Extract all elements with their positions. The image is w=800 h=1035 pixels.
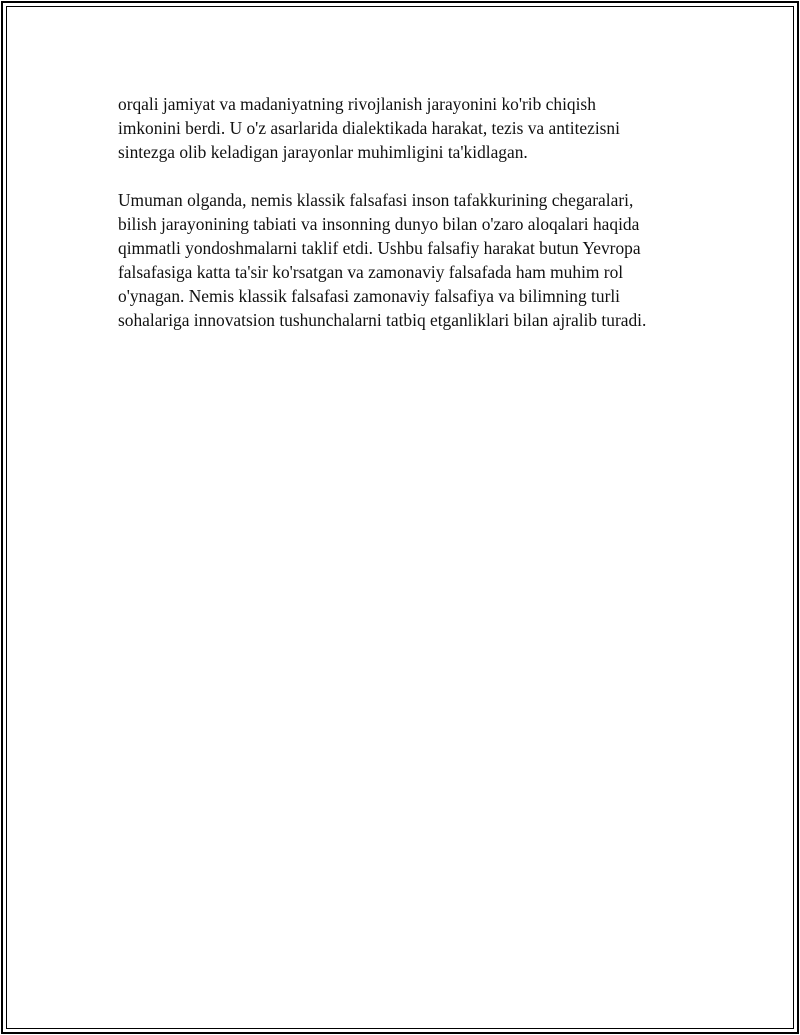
paragraph-1 bbox=[118, 92, 698, 164]
text-line: sintezga olib keladigan jarayonlar muhimligini ta'kidlagan. bbox=[118, 142, 528, 162]
text-line: bilish jarayonining tabiati va insonning dunyo bilan o'zaro aloqalari haqida bbox=[118, 214, 640, 234]
paragraph-2 bbox=[118, 188, 698, 332]
document-body bbox=[118, 92, 698, 356]
text-line: sohalariga innovatsion tushunchalarni tatbiq etganliklari bilan ajralib turadi. bbox=[118, 310, 647, 330]
text-line: falsafasiga katta ta'sir ko'rsatgan va zamonaviy falsafada ham muhim rol bbox=[118, 262, 624, 282]
text-line: o'ynagan. Nemis klassik falsafasi zamonaviy falsafiya va bilimning turli bbox=[118, 286, 621, 306]
text-line: orqali jamiyat va madaniyatning rivojlanish jarayonini ko'rib chiqish bbox=[118, 94, 596, 114]
text-line: imkonini berdi. U o'z asarlarida dialektikada harakat, tezis va antitezisni bbox=[118, 118, 620, 138]
text-line: qimmatli yondoshmalarni taklif etdi. Ushbu falsafiy harakat butun Yevropa bbox=[118, 238, 641, 258]
text-line: Umuman olganda, nemis klassik falsafasi inson tafakkurining chegaralari, bbox=[118, 190, 634, 210]
